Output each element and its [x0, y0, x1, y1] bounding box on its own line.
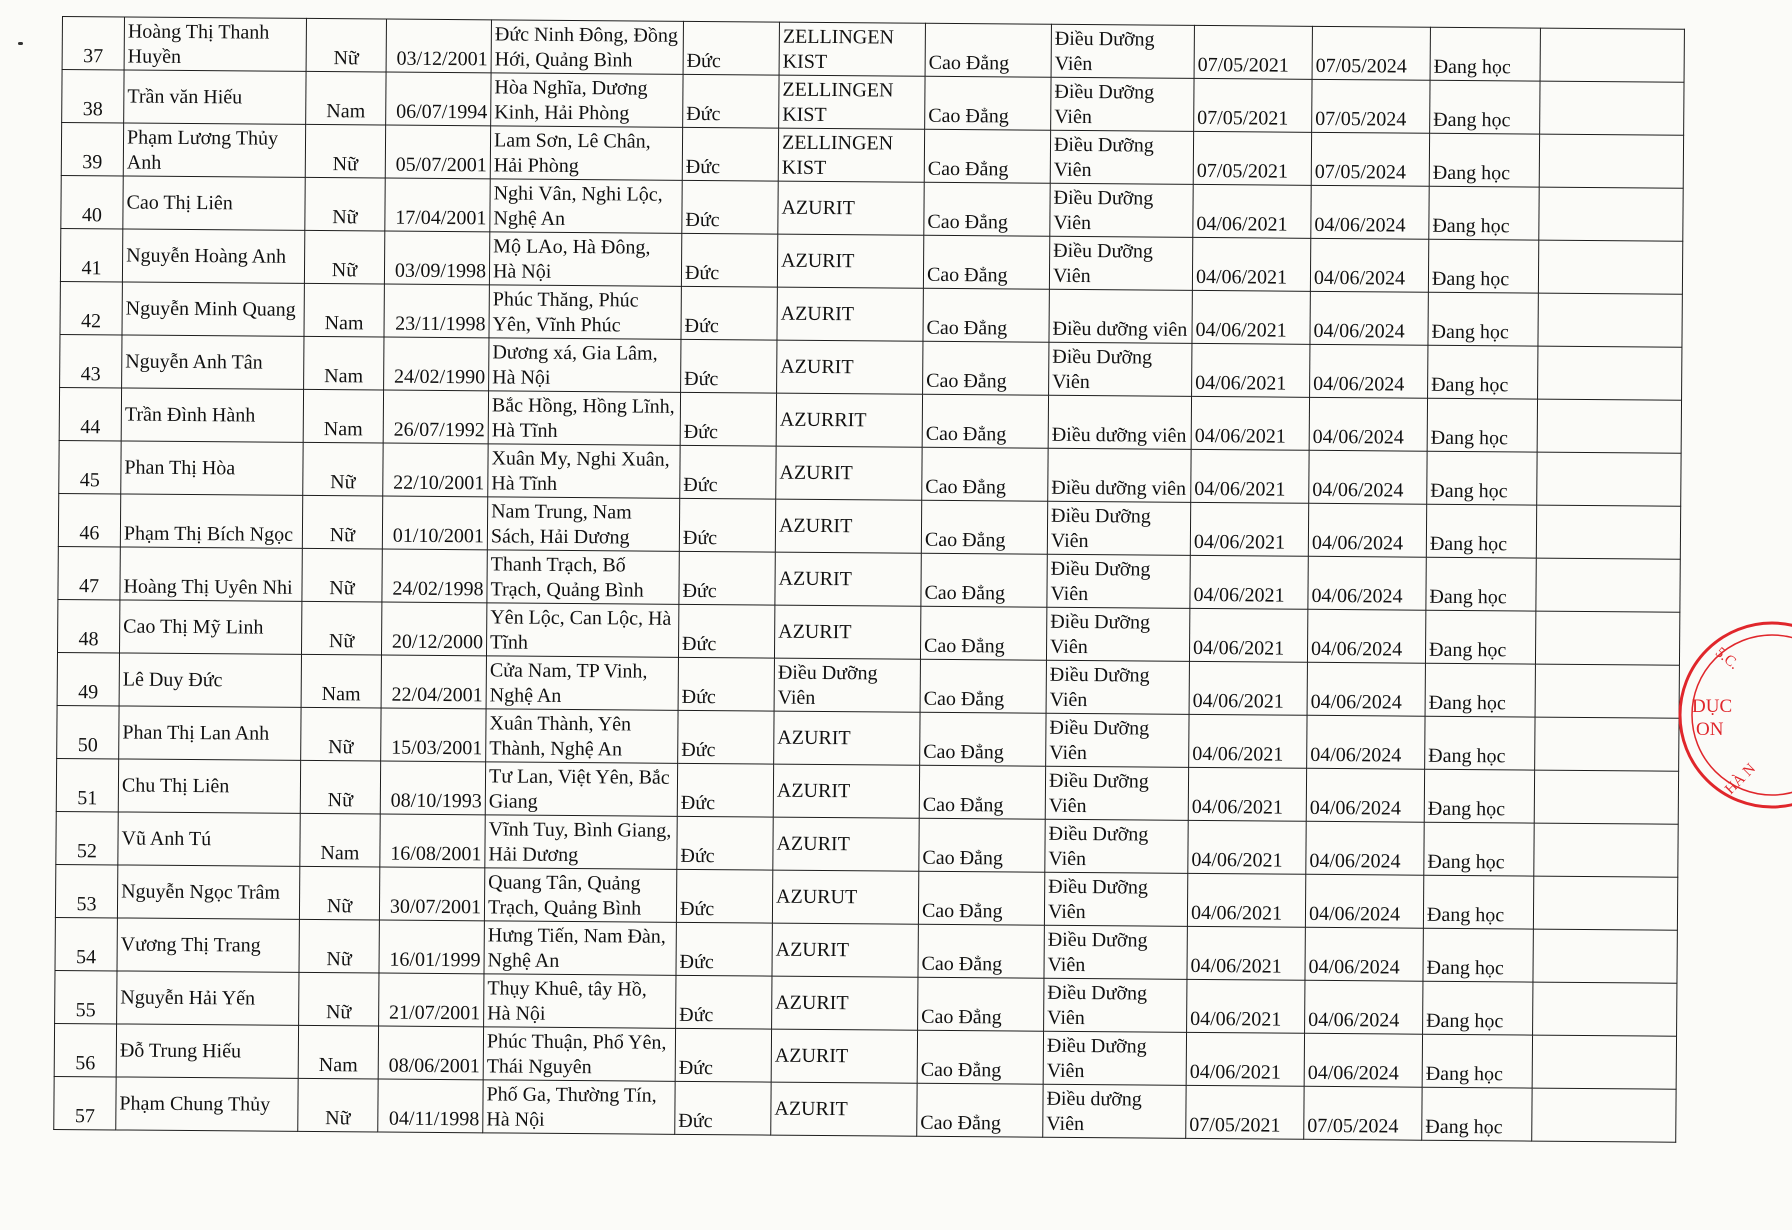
cell-stt: 47	[58, 546, 120, 599]
cell-sex: Nam	[300, 813, 380, 867]
cell-dob: 16/01/1999	[379, 920, 484, 974]
cell-major: Điều Dưỡng Viên	[1051, 24, 1194, 78]
cell-major: Điều Dưỡng Viên	[1045, 766, 1188, 820]
student-roster-table	[53, 16, 1685, 1143]
cell-sex: Nữ	[302, 495, 382, 549]
cell-country: Đức	[677, 763, 773, 817]
cell-dob: 24/02/1998	[382, 549, 487, 603]
cell-major: Điều Dưỡng Viên	[1044, 925, 1187, 979]
cell-name: Trần Đình Hành	[121, 388, 303, 442]
cell-partner: AZURUT	[772, 870, 918, 924]
cell-note	[1532, 1035, 1676, 1089]
cell-address: Xuân My, Nghi Xuân, Hà Tĩnh	[488, 444, 680, 499]
cell-name: Phạm Chung Thủy	[116, 1077, 298, 1131]
cell-start-date: 04/06/2021	[1190, 555, 1308, 609]
cell-partner: AZURIT	[773, 817, 919, 871]
cell-status: Đang học	[1423, 875, 1533, 929]
cell-major: Điều dưỡng viên	[1048, 448, 1191, 502]
cell-name: Phạm Lương Thủy Anh	[123, 123, 305, 177]
cell-note	[1533, 982, 1677, 1036]
cell-end-date: 04/06/2024	[1305, 927, 1423, 981]
seal-text: 5.C.	[1712, 644, 1742, 673]
cell-status: Đang học	[1422, 1087, 1532, 1141]
cell-address: Hưng Tiến, Nam Đàn, Nghệ An	[484, 921, 676, 976]
cell-dob: 17/04/2001	[385, 178, 490, 232]
cell-address: Thụy Khuê, tây Hồ, Hà Nội	[484, 974, 676, 1029]
cell-status: Đang học	[1427, 398, 1537, 452]
cell-note	[1534, 770, 1678, 824]
cell-dob: 06/07/1994	[386, 72, 491, 126]
cell-dob: 21/07/2001	[379, 973, 484, 1027]
cell-status: Đang học	[1429, 133, 1539, 187]
cell-note	[1540, 28, 1684, 82]
cell-name: Phan Thị Lan Anh	[119, 706, 301, 760]
cell-end-date: 04/06/2024	[1311, 185, 1429, 239]
cell-partner: AZURIT	[777, 287, 923, 341]
cell-address: Cửa Nam, TP Vinh, Nghệ An	[486, 656, 678, 711]
cell-start-date: 07/05/2021	[1193, 131, 1311, 185]
cell-note	[1537, 452, 1681, 506]
cell-partner: AZURIT	[775, 499, 921, 553]
cell-dob: 16/08/2001	[380, 814, 485, 868]
seal-text: HÀ N	[1722, 760, 1760, 798]
cell-level: Cao Đẳng	[921, 553, 1047, 607]
cell-end-date: 04/06/2024	[1310, 291, 1428, 345]
cell-name: Chu Thị Liên	[118, 759, 300, 813]
cell-start-date: 04/06/2021	[1189, 661, 1307, 715]
cell-stt: 49	[57, 652, 119, 705]
cell-major: Điều Dưỡng Viên	[1046, 607, 1189, 661]
cell-sex: Nữ	[301, 707, 381, 761]
cell-level: Cao Đẳng	[924, 129, 1050, 183]
cell-country: Đức	[681, 233, 777, 287]
cell-note	[1539, 187, 1683, 241]
cell-status: Đang học	[1426, 504, 1536, 558]
cell-note	[1533, 929, 1677, 983]
cell-name: Đỗ Trung Hiếu	[116, 1024, 298, 1078]
cell-sex: Nữ	[298, 1078, 378, 1132]
cell-country: Đức	[683, 74, 779, 128]
cell-note	[1540, 81, 1684, 135]
cell-dob: 01/10/2001	[382, 496, 487, 550]
cell-sex: Nữ	[301, 601, 381, 655]
cell-start-date: 04/06/2021	[1191, 396, 1309, 450]
cell-address: Dương xá, Gia Lâm, Hà Nội	[489, 338, 681, 393]
cell-country: Đức	[678, 604, 774, 658]
cell-major: Điều Dưỡng Viên	[1047, 554, 1190, 608]
cell-note	[1538, 346, 1682, 400]
cell-name: Hoàng Thị Uyên Nhi	[120, 547, 302, 601]
cell-end-date: 04/06/2024	[1310, 344, 1428, 398]
cell-major: Điều dưỡng viên	[1048, 395, 1191, 449]
cell-sex: Nữ	[303, 442, 383, 496]
cell-dob: 26/07/1992	[383, 390, 488, 444]
cell-end-date: 04/06/2024	[1307, 662, 1425, 716]
cell-partner: AZURIT	[771, 1029, 917, 1083]
cell-level: Cao Đẳng	[923, 341, 1049, 395]
cell-end-date: 07/05/2024	[1304, 1086, 1422, 1140]
cell-major: Điều Dưỡng Viên	[1050, 130, 1193, 184]
cell-end-date: 04/06/2024	[1308, 503, 1426, 557]
cell-partner: ZELLINGEN KIST	[779, 75, 925, 129]
cell-dob: 22/10/2001	[383, 443, 488, 497]
cell-country: Đức	[679, 551, 775, 605]
cell-stt: 57	[54, 1076, 116, 1129]
cell-note	[1532, 1088, 1676, 1142]
cell-address: Nghi Vân, Nghi Lộc, Nghệ An	[490, 179, 682, 234]
roster-body	[54, 17, 1685, 1143]
cell-name: Nguyễn Minh Quang	[122, 282, 304, 336]
cell-sex: Nữ	[302, 548, 382, 602]
cell-dob: 05/07/2001	[385, 125, 490, 179]
cell-stt: 55	[55, 970, 117, 1023]
cell-note	[1538, 293, 1682, 347]
cell-address: Thanh Trạch, Bố Trạch, Quảng Bình	[487, 550, 679, 605]
cell-sex: Nam	[301, 654, 381, 708]
cell-end-date: 04/06/2024	[1310, 238, 1428, 292]
cell-stt: 43	[60, 334, 122, 387]
cell-address: Vĩnh Tuy, Bình Giang, Hải Dương	[485, 815, 677, 870]
cell-level: Cao Đẳng	[918, 924, 1044, 978]
cell-status: Đang học	[1425, 716, 1535, 770]
scan-speck	[18, 42, 23, 45]
cell-address: Bắc Hồng, Hồng Lĩnh, Hà Tĩnh	[488, 391, 680, 446]
cell-note	[1538, 240, 1682, 294]
cell-start-date: 07/05/2021	[1186, 1085, 1304, 1139]
cell-country: Đức	[676, 869, 772, 923]
cell-dob: 20/12/2000	[381, 602, 486, 656]
cell-note	[1535, 611, 1679, 665]
cell-partner: AZURIT	[773, 764, 919, 818]
cell-end-date: 07/05/2024	[1311, 132, 1429, 186]
cell-sex: Nữ	[304, 230, 384, 284]
cell-note	[1535, 664, 1679, 718]
cell-partner: AZURIT	[777, 234, 923, 288]
cell-level: Cao Đẳng	[925, 76, 1051, 130]
cell-sex: Nam	[304, 283, 384, 337]
cell-start-date: 04/06/2021	[1186, 1032, 1304, 1086]
seal-text: DỤC	[1692, 696, 1733, 717]
cell-end-date: 04/06/2024	[1306, 821, 1424, 875]
cell-name: Hoàng Thị Thanh Huyền	[124, 17, 306, 71]
cell-country: Đức	[675, 1028, 771, 1082]
cell-dob: 23/11/1998	[384, 284, 489, 338]
cell-country: Đức	[681, 286, 777, 340]
cell-level: Cao Đẳng	[920, 606, 1046, 660]
cell-partner: AZURIT	[772, 976, 918, 1030]
cell-partner: AZURIT	[775, 552, 921, 606]
cell-end-date: 04/06/2024	[1304, 1033, 1422, 1087]
cell-name: Nguyễn Hải Yến	[117, 971, 299, 1025]
cell-note	[1537, 399, 1681, 453]
cell-major: Điều Dưỡng Viên	[1049, 342, 1192, 396]
cell-stt: 54	[55, 917, 117, 970]
cell-start-date: 04/06/2021	[1188, 820, 1306, 874]
seal-text: ON	[1696, 719, 1724, 740]
cell-start-date: 04/06/2021	[1187, 873, 1305, 927]
cell-address: Yên Lộc, Can Lộc, Hà Tĩnh	[486, 603, 678, 658]
cell-country: Đức	[677, 816, 773, 870]
cell-major: Điều Dưỡng Viên	[1049, 236, 1192, 290]
cell-stt: 48	[58, 599, 120, 652]
cell-status: Đang học	[1424, 822, 1534, 876]
cell-major: Điều Dưỡng Viên	[1045, 819, 1188, 873]
cell-major: Điều dưỡng viên	[1049, 289, 1192, 343]
cell-status: Đang học	[1430, 27, 1540, 81]
cell-stt: 52	[56, 811, 118, 864]
cell-country: Đức	[682, 127, 778, 181]
cell-end-date: 07/05/2024	[1312, 79, 1430, 133]
cell-level: Cao Đẳng	[920, 659, 1046, 713]
cell-start-date: 04/06/2021	[1188, 767, 1306, 821]
cell-stt: 46	[58, 493, 120, 546]
cell-status: Đang học	[1423, 928, 1533, 982]
cell-country: Đức	[683, 21, 779, 75]
cell-major: Điều Dưỡng Viên	[1050, 183, 1193, 237]
cell-start-date: 07/05/2021	[1194, 25, 1312, 79]
cell-name: Trần văn Hiếu	[124, 70, 306, 124]
cell-partner: AZURIT	[777, 340, 923, 394]
cell-address: Phúc Thăng, Phúc Yên, Vĩnh Phúc	[489, 285, 681, 340]
roster-sheet	[53, 16, 1684, 1143]
cell-stt: 45	[59, 440, 121, 493]
cell-name: Cao Thị Liên	[123, 176, 305, 230]
cell-address: Nam Trung, Nam Sách, Hải Dương	[487, 497, 679, 552]
cell-end-date: 04/06/2024	[1306, 768, 1424, 822]
cell-address: Phúc Thuận, Phổ Yên, Thái Nguyên	[483, 1027, 675, 1082]
cell-country: Đức	[678, 710, 774, 764]
cell-sex: Nam	[304, 336, 384, 390]
cell-status: Đang học	[1427, 451, 1537, 505]
cell-sex: Nữ	[300, 760, 380, 814]
cell-partner: AZURRIT	[776, 393, 922, 447]
cell-sex: Nữ	[299, 866, 379, 920]
red-seal-stamp	[1672, 615, 1792, 815]
cell-level: Cao Đẳng	[917, 1030, 1043, 1084]
cell-country: Đức	[680, 392, 776, 446]
cell-end-date: 04/06/2024	[1308, 556, 1426, 610]
cell-status: Đang học	[1424, 769, 1534, 823]
cell-sex: Nam	[298, 1025, 378, 1079]
cell-level: Cao Đẳng	[919, 818, 1045, 872]
cell-end-date: 04/06/2024	[1307, 715, 1425, 769]
cell-dob: 08/06/2001	[378, 1026, 483, 1080]
cell-major: Điều Dưỡng Viên	[1043, 1031, 1186, 1085]
cell-partner: AZURIT	[771, 1082, 917, 1136]
cell-start-date: 04/06/2021	[1193, 184, 1311, 238]
cell-end-date: 07/05/2024	[1312, 26, 1430, 80]
cell-sex: Nữ	[305, 177, 385, 231]
cell-name: Nguyễn Ngọc Trâm	[117, 865, 299, 919]
cell-dob: 08/10/1993	[380, 761, 485, 815]
cell-name: Vũ Anh Tú	[118, 812, 300, 866]
cell-name: Nguyễn Hoàng Anh	[122, 229, 304, 283]
cell-stt: 50	[57, 705, 119, 758]
cell-major: Điều Dưỡng Viên	[1044, 872, 1187, 926]
cell-partner: Điều Dưỡng Viên	[774, 658, 920, 712]
cell-dob: 24/02/1990	[384, 337, 489, 391]
cell-major: Điều dưỡng Viên	[1043, 1084, 1186, 1138]
cell-status: Đang học	[1428, 292, 1538, 346]
cell-country: Đức	[676, 922, 772, 976]
cell-dob: 22/04/2001	[381, 655, 486, 709]
cell-level: Cao Đẳng	[923, 288, 1049, 342]
cell-name: Phan Thị Hòa	[121, 441, 303, 495]
cell-country: Đức	[678, 657, 774, 711]
cell-sex: Nữ	[305, 124, 385, 178]
cell-end-date: 04/06/2024	[1307, 609, 1425, 663]
cell-partner: AZURIT	[776, 446, 922, 500]
cell-dob: 03/09/1998	[384, 231, 489, 285]
cell-dob: 04/11/1998	[378, 1079, 483, 1133]
cell-sex: Nữ	[299, 972, 379, 1026]
cell-level: Cao Đẳng	[918, 977, 1044, 1031]
cell-note	[1534, 823, 1678, 877]
cell-partner: AZURIT	[778, 181, 924, 235]
cell-end-date: 04/06/2024	[1309, 397, 1427, 451]
cell-status: Đang học	[1422, 1034, 1532, 1088]
cell-status: Đang học	[1426, 557, 1536, 611]
cell-status: Đang học	[1425, 663, 1535, 717]
cell-country: Đức	[675, 1081, 771, 1135]
cell-stt: 40	[61, 175, 123, 228]
cell-address: Lam Sơn, Lê Chân, Hải Phòng	[490, 126, 682, 181]
cell-partner: ZELLINGEN KIST	[778, 128, 924, 182]
cell-level: Cao Đẳng	[918, 871, 1044, 925]
cell-level: Cao Đẳng	[924, 182, 1050, 236]
cell-start-date: 04/06/2021	[1192, 290, 1310, 344]
cell-level: Cao Đẳng	[917, 1083, 1043, 1137]
cell-sex: Nữ	[306, 18, 386, 72]
cell-major: Điều Dưỡng Viên	[1047, 501, 1190, 555]
cell-sex: Nam	[303, 389, 383, 443]
cell-address: Đức Ninh Đông, Đồng Hới, Quảng Bình	[491, 20, 683, 75]
cell-country: Đức	[681, 339, 777, 393]
cell-note	[1533, 876, 1677, 930]
cell-note	[1539, 134, 1683, 188]
cell-level: Cao Đẳng	[921, 500, 1047, 554]
cell-start-date: 04/06/2021	[1187, 926, 1305, 980]
cell-major: Điều Dưỡng Viên	[1046, 713, 1189, 767]
cell-name: Vương Thị Trang	[117, 918, 299, 972]
cell-stt: 56	[54, 1023, 116, 1076]
cell-address: Xuân Thành, Yên Thành, Nghệ An	[486, 709, 678, 764]
cell-stt: 41	[60, 228, 122, 281]
cell-country: Đức	[679, 498, 775, 552]
cell-major: Điều Dưỡng Viên	[1044, 978, 1187, 1032]
cell-major: Điều Dưỡng Viên	[1046, 660, 1189, 714]
cell-major: Điều Dưỡng Viên	[1051, 77, 1194, 131]
cell-stt: 39	[61, 123, 123, 176]
cell-end-date: 04/06/2024	[1309, 450, 1427, 504]
cell-end-date: 04/06/2024	[1305, 980, 1423, 1034]
cell-start-date: 04/06/2021	[1187, 979, 1305, 1033]
cell-address: Quang Tân, Quảng Trạch, Quảng Bình	[484, 868, 676, 923]
cell-note	[1536, 558, 1680, 612]
cell-start-date: 04/06/2021	[1192, 343, 1310, 397]
cell-stt: 37	[62, 17, 124, 70]
cell-level: Cao Đẳng	[923, 235, 1049, 289]
cell-start-date: 04/06/2021	[1192, 237, 1310, 291]
cell-name: Phạm Thị Bích Ngọc	[120, 494, 302, 548]
cell-status: Đang học	[1423, 981, 1533, 1035]
cell-status: Đang học	[1429, 186, 1539, 240]
cell-start-date: 04/06/2021	[1189, 608, 1307, 662]
cell-address: Phố Ga, Thường Tín, Hà Nội	[483, 1080, 675, 1135]
cell-status: Đang học	[1428, 345, 1538, 399]
cell-level: Cao Đẳng	[922, 394, 1048, 448]
cell-name: Lê Duy Đức	[119, 653, 301, 707]
cell-partner: AZURIT	[772, 923, 918, 977]
cell-dob: 15/03/2001	[381, 708, 486, 762]
cell-status: Đang học	[1430, 80, 1540, 134]
cell-level: Cao Đẳng	[922, 447, 1048, 501]
cell-country: Đức	[676, 975, 772, 1029]
cell-start-date: 04/06/2021	[1191, 449, 1309, 503]
cell-start-date: 04/06/2021	[1190, 502, 1308, 556]
cell-sex: Nữ	[299, 919, 379, 973]
cell-dob: 03/12/2001	[386, 19, 491, 73]
cell-address: Hòa Nghĩa, Dương Kinh, Hải Phòng	[491, 73, 683, 128]
cell-partner: ZELLINGEN KIST	[779, 22, 925, 76]
cell-partner: AZURIT	[774, 605, 920, 659]
cell-start-date: 07/05/2021	[1194, 78, 1312, 132]
cell-dob: 30/07/2001	[379, 867, 484, 921]
cell-note	[1536, 505, 1680, 559]
cell-stt: 53	[55, 864, 117, 917]
cell-end-date: 04/06/2024	[1305, 874, 1423, 928]
cell-start-date: 04/06/2021	[1189, 714, 1307, 768]
cell-name: Cao Thị Mỹ Linh	[119, 600, 301, 654]
cell-status: Đang học	[1425, 610, 1535, 664]
cell-stt: 51	[56, 758, 118, 811]
cell-stt: 44	[59, 387, 121, 440]
cell-address: Tư Lan, Việt Yên, Bắc Giang	[485, 762, 677, 817]
cell-country: Đức	[680, 445, 776, 499]
cell-level: Cao Đẳng	[920, 712, 1046, 766]
cell-stt: 38	[62, 70, 124, 123]
cell-country: Đức	[682, 180, 778, 234]
cell-level: Cao Đẳng	[925, 23, 1051, 77]
cell-partner: AZURIT	[774, 711, 920, 765]
cell-name: Nguyễn Anh Tân	[122, 335, 304, 389]
cell-stt: 42	[60, 281, 122, 334]
cell-sex: Nam	[306, 71, 386, 125]
cell-status: Đang học	[1428, 239, 1538, 293]
cell-address: Mộ LAo, Hà Đông, Hà Nội	[489, 232, 681, 287]
cell-level: Cao Đẳng	[919, 765, 1045, 819]
cell-note	[1535, 717, 1679, 771]
